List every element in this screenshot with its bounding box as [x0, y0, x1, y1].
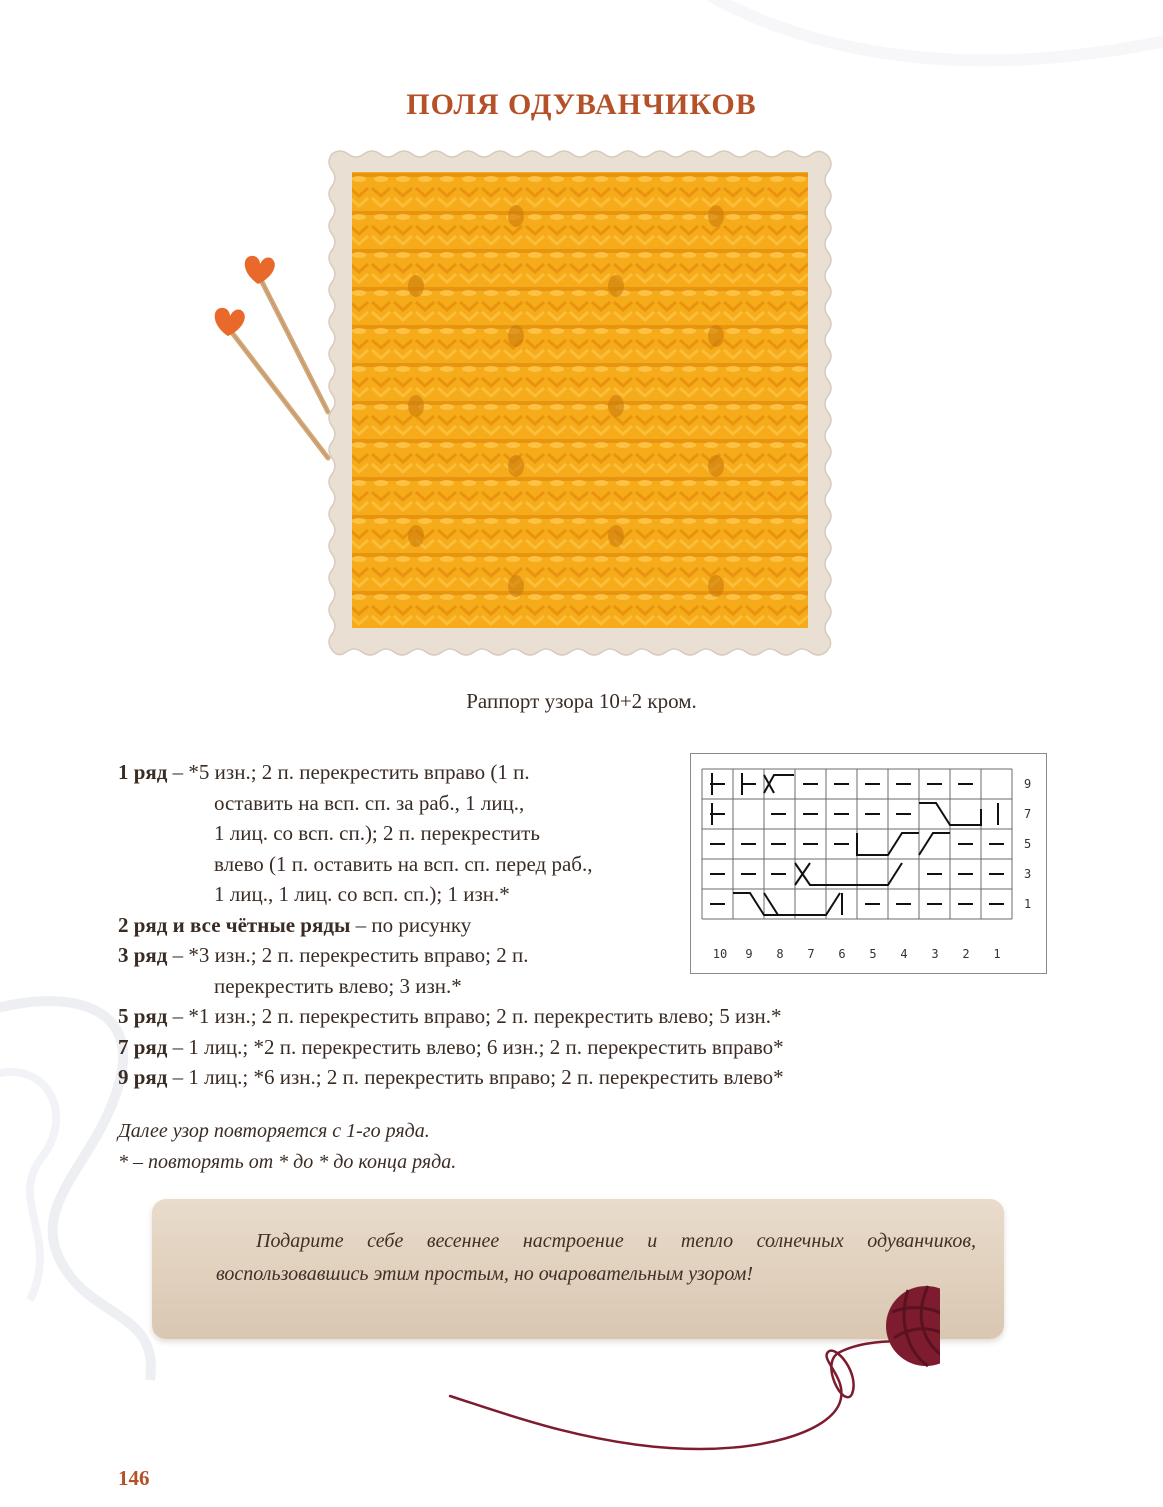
row-dash: –: [167, 760, 189, 784]
row-dash: –: [167, 943, 189, 967]
chart-column-label: 6: [838, 947, 846, 961]
row-text: *1 изн.; 2 п. перекрестить вправо; 2 п. перекрестить влево; 5 изн.*: [188, 1004, 782, 1028]
row-text-continued: 1 лиц. со всп. сп.); 2 п. перекрестить: [214, 821, 540, 845]
page-number: 146: [118, 1466, 150, 1490]
row-dash: –: [350, 912, 372, 937]
row-label: 3 ряд: [118, 943, 168, 967]
knitting-needles-icon: [200, 248, 340, 468]
row-label: 2 ряд и все чётные ряды: [118, 912, 351, 937]
row-text-continued: перекрестить влево; 3 изн.*: [214, 973, 462, 998]
instruction-row-9: [118, 1062, 938, 1093]
chart-row-label: 5: [1024, 837, 1032, 851]
row-label: 1 ряд: [118, 760, 168, 784]
row-text: *3 изн.; 2 п. перекрестить вправо; 2 п.: [188, 943, 529, 967]
pattern-repeat-caption: Раппорт узора 10+2 кром.: [466, 689, 697, 713]
tip-text: Подарите себе весеннее настроение и тепло солнечных одуванчиков, воспользовавшись этим простым, но очаровательным узором!: [216, 1230, 976, 1285]
row-text: по рисунку: [371, 912, 472, 937]
chart-column-label: 2: [962, 947, 970, 961]
knitted-swatch-photo: [326, 146, 834, 660]
chart-row-label: 1: [1024, 897, 1032, 911]
page-title: ПОЛЯ ОДУВАНЧИКОВ: [406, 88, 757, 121]
chart-row-label: 9: [1024, 777, 1032, 791]
chart-column-label: 3: [931, 947, 939, 961]
row-text-continued: оставить на всп. сп. за раб., 1 лиц.,: [214, 790, 525, 815]
row-text: 1 лиц.; *6 изн.; 2 п. перекрестить вправо; 2 п. перекрестить влево*: [188, 1065, 784, 1089]
yarn-ball-icon: [440, 1282, 940, 1462]
row-text: *5 изн.; 2 п. перекрестить вправо (1 п.: [188, 760, 530, 784]
chart-column-label: 8: [776, 947, 784, 961]
row-dash: –: [167, 1034, 189, 1059]
note-repeat-from-row-1: Далее узор повторяется с 1-го ряда.: [118, 1120, 430, 1142]
row-text: 1 лиц.; *2 п. перекрестить влево; 6 изн.; 2 п. перекрестить вправо*: [188, 1034, 784, 1059]
chart-row-label: 3: [1024, 867, 1032, 881]
row-text-continued: 1 лиц., 1 лиц. со всп. сп.); 1 изн.*: [214, 882, 510, 906]
chart-column-label: 1: [993, 947, 1001, 961]
chart-column-label: 9: [745, 947, 753, 961]
row-label: 5 ряд: [118, 1004, 168, 1028]
row-dash: –: [167, 1004, 189, 1028]
pattern-notes: [118, 1116, 456, 1178]
row-text-continued: влево (1 п. оставить на всп. сп. перед раб.,: [214, 851, 593, 876]
chart-column-label: 7: [807, 947, 815, 961]
chart-column-label: 5: [869, 947, 877, 961]
note-asterisk-repeat: * – повторять от * до * до конца ряда.: [118, 1151, 457, 1173]
row-label: 7 ряд: [118, 1034, 168, 1059]
row-dash: –: [167, 1065, 189, 1089]
chart-row-label: 7: [1024, 807, 1032, 821]
instruction-row-5: [118, 1001, 938, 1032]
chart-column-label: 4: [900, 947, 908, 961]
knitting-chart: [690, 753, 1048, 975]
chart-column-label: 10: [712, 947, 728, 961]
instruction-row-7: [118, 1032, 938, 1063]
row-label: 9 ряд: [118, 1065, 168, 1089]
